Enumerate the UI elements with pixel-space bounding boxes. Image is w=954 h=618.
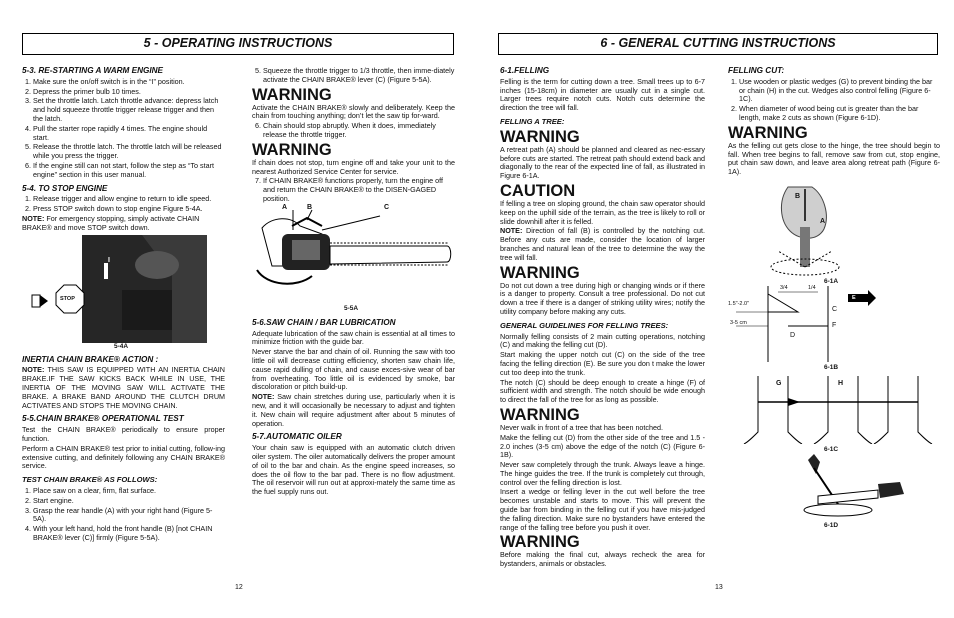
label-1-4: 1/4 [808,284,816,291]
oiler-p1: Your chain saw is equipped with an automatic clutch driven oiler system. The oiler automatically delivers the proper amount of oil to the bar and chain. As the engine speed increases, so does the oil flow to the bar pad. There is no flow adjustment. The oil reservoir will run out at approxi-mately the same time as the fuel supply runs out. [252,443,455,497]
brake-test-p1: Test the CHAIN BRAKE® periodically to ensure proper function. [22,425,225,443]
page-right [484,0,954,618]
list-item: 1. Place saw on a clear, firm, flat surface. [33,487,225,496]
figure-6-1b [728,286,940,372]
list-item: 2. Depress the primer bulb 10 times. [33,88,225,97]
heading-felling-cut: FELLING CUT: [728,66,785,75]
warning-heading: WARNING [500,533,580,552]
list-item: 5. Squeeze the throttle trigger to 1/3 throttle, then imme-diately activate the CHAIN BRAKE® lever (C) (Figure 5-5A). [263,67,455,85]
label-c: C [832,305,838,313]
figure-label: 6-1A [824,277,839,285]
brake-test-p2: Perform a CHAIN BRAKE® test prior to initial cutting, follow-ing extensive cutting, and definitely following any CHAIN BRAKE® service. [22,443,225,471]
figure-label: 5-5A [344,304,359,312]
list-item: 4. Pull the starter rope rapidly 4 times. The engine should start. [33,125,225,143]
warning-text: A retreat path (A) should be planned and cleared as nec-essary before cuts are started. The retreat path should extend back and diagonally to the rear of the expected line of fall, as illustrated in Figure 6-1A. [500,144,705,181]
page-number: 13 [715,584,723,591]
heading-guidelines: GENERAL GUIDELINES FOR FELLING TREES: [500,320,669,330]
heading-felling-tree: FELLING A TREE: [500,116,565,126]
heading-inertia: INERTIA CHAIN BRAKE® ACTION : [22,354,159,364]
label-d: D [790,331,796,339]
felling-p1: Felling is the term for cutting down a tree. Small trees up to 6-7 inches (15-18cm) in diameter are usually cut in a single cut. Larger trees require notch cuts. Notch cuts determine the direction the tree will fall. [500,76,705,113]
label-inches: 1.5"-2.0" [728,300,750,307]
list-item: 6. If the engine still can not start, follow the step as “To start engine” section in this user manual. [33,162,225,180]
heading-restart-warm: 5-3. RE-STARTING A WARM ENGINE [22,66,164,75]
figure-label: 6-1D [824,521,839,529]
inertia-note: NOTE: THIS SAW IS EQUIPPED WITH AN INERTIA CHAIN BRAKE.IF THE SAW KICKS BACK WHILE IN USE, THE INERTIA OF THE MOVING SAW WILL ACTIVATE THE BRAKE. A BRAKE BAND AROUND THE CLUTCH DRUM ACTIVATES AND STOPS THE MOVING CHAIN. [22,365,225,410]
felling-note: NOTE: Direction of fall (B) is controlled by the notching cut. Before any cuts are made, consider the location of larger branches and natural lean of the tree to determine the way the tree will fall. [500,226,705,262]
figure-6-1a [728,181,940,286]
list-item: 5. Release the throttle latch. The throttle latch will be released while you press the trigger. [33,143,225,161]
warning-text: Activate the CHAIN BRAKE® slowly and deliberately. Keep the chain from touching anything; don’t let the saw tip for-ward. [252,102,455,121]
label-b: B [307,203,313,211]
brake-test-steps [22,487,225,543]
list-item: 1. Release trigger and allow engine to return to idle speed. [33,195,225,204]
chainsaw-illustration [252,203,455,304]
label-cm: 3-5 cm [730,319,747,326]
warning-text: If chain does not stop, turn engine off and take your unit to the nearest Authorized Service Center for service. [252,157,455,176]
stop-note: NOTE: For emergency stopping, simply activate CHAIN BRAKE® and move STOP switch down. [22,213,200,232]
heading-test-as-follows: TEST CHAIN BRAKE® AS FOLLOWS: [22,475,158,485]
left-column-2 [252,67,455,498]
figure-label: 6-1C [824,445,839,453]
brake-test-steps-cont [252,122,455,140]
retreat-path-illustration [728,181,940,277]
stop-steps [22,195,225,214]
lubrication-p1: Adequate lubrication of the saw chain is essential at all times to minimize friction with the guide bar. [252,328,455,347]
stop-label: STOP [60,295,75,302]
list-item: 2. Press STOP switch down to stop engine Figure 5-4A. [33,205,225,214]
guidelines-p3: The notch (C) should be deep enough to create a hinge (F) of sufficient width and strength. The notch should be wide enough to direct the fall of the tree for as long as possible. [500,377,705,405]
figure-5-4a [22,235,225,351]
list-item: 7. If CHAIN BRAKE® functions properly, turn the engine off and return the CHAIN BRAKE® to the DISEN-GAGED position. [263,177,455,203]
list-item: 3. Grasp the rear handle (A) with your right hand (Figure 5-5A). [33,507,225,525]
warning-heading: WARNING [500,127,580,146]
switch-marker: I [108,256,110,264]
label-a: A [282,203,288,211]
list-item: 1. Use wooden or plastic wedges (G) to prevent binding the bar or chain (H) in the cut. Wedges also control felling (Figure 6-1C). [739,78,940,104]
left-column-1 [22,67,225,544]
heading-stop-engine: 5-4. TO STOP ENGINE [22,183,108,193]
heading-felling: 6-1.FELLING [500,66,550,75]
label-c: C [384,203,390,211]
list-item: 2. Start engine. [33,497,225,506]
felling-cut-steps [728,78,940,123]
list-item: 6. Chain should stop abruptly. When it does, immediately release the throttle trigger. [263,122,455,140]
label-h: H [838,379,844,387]
figure-label: 6-1B [824,363,839,371]
guidelines-p5: Make the felling cut (D) from the other side of the tree and 1.5 - 2.0 inches (3-5 cm) above the edge of the notch (C) (Figure 6-1B). [500,432,705,460]
label-g: G [776,379,782,387]
list-item: 1. Make sure the on/off switch is in the “I” position. [33,78,225,87]
restart-steps [22,78,225,180]
guidelines-p4: Never walk in front of a tree that has been notched. [500,422,664,432]
figure-6-1c [728,372,940,454]
warning-heading: WARNING [500,263,580,282]
heading-brake-test: 5-5.CHAIN BRAKE® OPERATIONAL TEST [22,414,184,424]
guidelines-p1: Normally felling consists of 2 main cutting operations, notching (C) and making the felling cut (D). [500,331,705,350]
caution-text: If felling a tree on sloping ground, the chain saw operator should keep on the uphill side of the terrain, as the tree is likely to roll or slide downhill after it is felled. [500,198,705,226]
list-item: 4. With your left hand, hold the front handle (B) [not CHAIN BRAKE® lever (C)] firmly (Figure 5-5A). [33,525,225,543]
right-column-2 [728,67,940,530]
list-item: 2. When diameter of wood being cut is greater than the bar length, make 2 cuts as shown (Figure 6-1D). [739,105,940,123]
section-header-cutting: 6 - GENERAL CUTTING INSTRUCTIONS [498,33,938,55]
warning-heading: WARNING [252,140,332,159]
guidelines-p2: Start making the upper notch cut (C) on the side of the tree facing the felling direction (E). Be sure you don t make the lower cut too deep into the trunk. [500,350,705,377]
two-cut-illustration [728,454,940,520]
brake-test-steps-cont [252,177,455,203]
warning-text: As the felling cut gets close to the hinge, the tree should begin to fall. When tree begins to fall, remove saw from cut, stop engine, put chain saw down, and leave area along retreat path (Figure 6-1A). [728,140,940,177]
stop-switch-illustration [22,235,225,343]
label-e: E [852,294,856,301]
wedge-cut-illustration [728,372,940,444]
label-f: F [832,321,837,329]
label-b: B [795,192,801,200]
brake-test-steps-cont [252,67,455,85]
figure-label: 5-4A [114,342,129,350]
figure-5-5a [252,203,455,314]
label-3-4: 3/4 [780,284,788,291]
page-number: 12 [235,584,243,591]
warning-text: Do not cut down a tree during high or changing winds or if there is a danger to property. Consult a tree professional. Do not cut down a tree if there is a danger of striking utility wires; notify the utility company before making any cuts. [500,280,705,316]
guidelines-p8: Before making the final cut, always recheck the area for bystanders, animals or obstacles. [500,550,705,569]
caution-heading: CAUTION [500,181,576,200]
lubrication-p2: Never starve the bar and chain of oil. Running the saw with too little oil will decrease cutting efficiency, shorten saw chain life, cause rapid dulling of chain, and cause exces-sive wear of bar from overheating. Too little oil is evidenced by smoke, bar discoloration or pitch build-up. [252,347,455,392]
warning-heading: WARNING [728,123,808,142]
section-header-operating: 5 - OPERATING INSTRUCTIONS [22,33,454,55]
right-column-1 [500,67,705,570]
figure-6-1d [728,454,940,530]
heading-lubrication: 5-6.SAW CHAIN / BAR LUBRICATION [252,317,396,327]
page-left [0,0,470,618]
label-a: A [820,217,826,225]
lubrication-note: NOTE: Saw chain stretches during use, particularly when it is new, and it will occasionally be necessary to adjust and tighten it. New chain will require adjustment after about 5 minutes of operation. [252,392,455,428]
warning-heading: WARNING [252,85,332,104]
heading-oiler: 5-7.AUTOMATIC OILER [252,432,342,442]
guidelines-p7: Insert a wedge or felling lever in the cut well before the tree becomes unstable and starts to move. This will prevent the guide bar from binding in the felling cut if you have mis-judged the falling direction. Make sure no bystanders have entered the range of the falling tree before you push it over. [500,487,705,532]
list-item: 3. Set the throttle latch. Latch throttle advance: depress latch and hold squeeze throttle trigger release trigger and then the latch. [33,97,225,123]
warning-heading: WARNING [500,405,580,424]
guidelines-p6: Never saw completely through the trunk. Always leave a hinge. The hinge guides the tree. If the trunk is completely cut through, control over the felling direction is lost. [500,460,705,487]
